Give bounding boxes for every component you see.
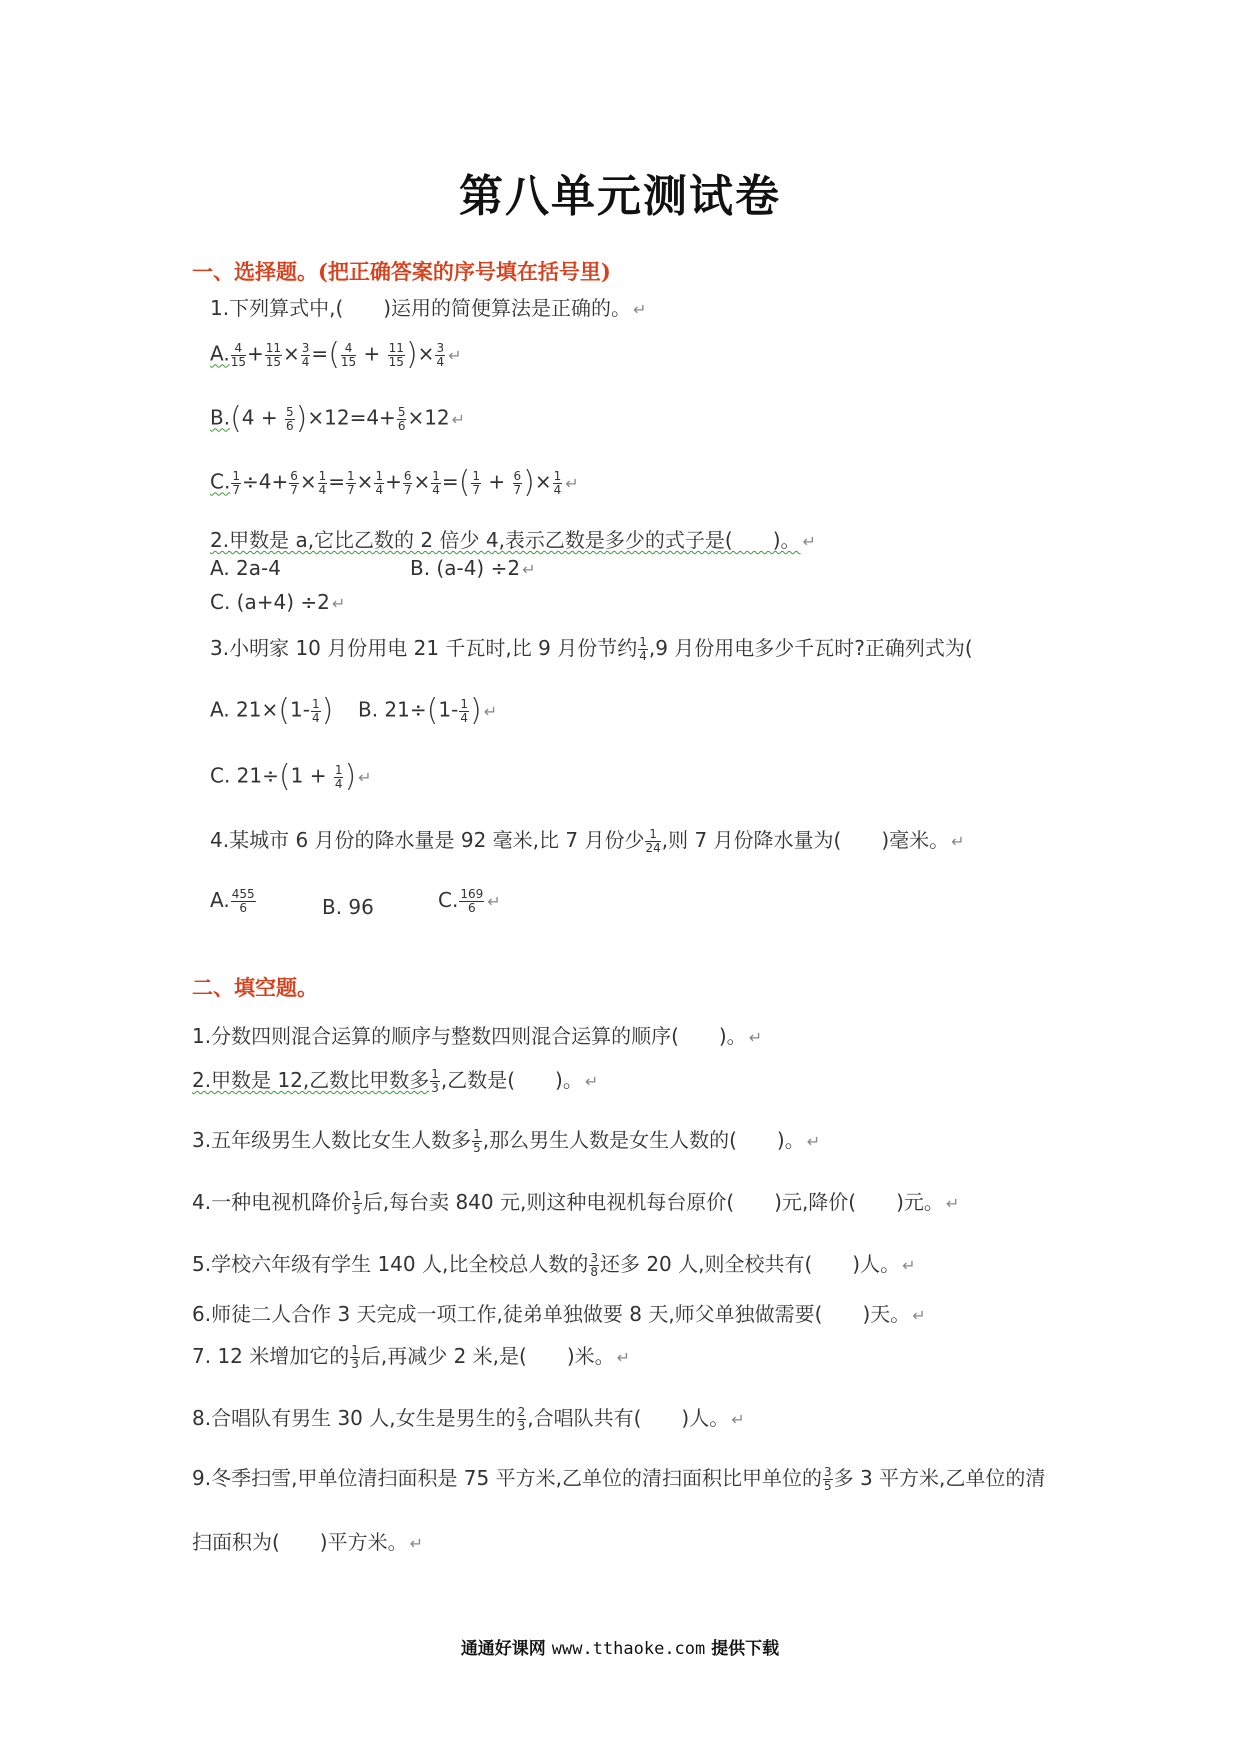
q4-option-c: C. $\frac{169}{6}$ ↵ bbox=[438, 887, 501, 915]
return-mark-icon: ↵ bbox=[483, 701, 498, 721]
fraction: $\frac{3}{4}$ bbox=[301, 340, 310, 369]
q3-option-c: C. 21÷(1 + $\frac{1}{4}$ ) ↵ bbox=[210, 759, 372, 794]
fraction: $\frac{3}{4}$ bbox=[436, 340, 445, 369]
fill-question-3: 3.五年级男生人数比女生人数多 $\frac{1}{5}$ ,那么男生人数是女生人数的( )。 ↵ bbox=[192, 1127, 821, 1155]
option-label: A. bbox=[210, 341, 230, 366]
return-mark-icon: ↵ bbox=[584, 1072, 599, 1091]
fraction: $\frac{6}{7}$ bbox=[513, 468, 522, 497]
return-mark-icon: ↵ bbox=[902, 1256, 916, 1275]
fraction: $\frac{5}{6}$ bbox=[286, 404, 294, 433]
q4-option-b: B. 96 bbox=[322, 895, 374, 919]
question-2 bbox=[210, 524, 816, 553]
fraction: $\frac{11}{15}$ bbox=[265, 340, 282, 369]
question-text: 2.甲数是 a,它比乙数的 2 倍少 4,表示乙数是多少的式子是( )。 bbox=[210, 528, 801, 552]
question-text: 1.下列算式中,( )运用的简便算法是正确的。 bbox=[210, 296, 632, 320]
fill-question-8: 8.合唱队有男生 30 人,女生是男生的 $\frac{2}{3}$ ,合唱队共有( )人。 ↵ bbox=[192, 1405, 745, 1433]
fraction: $\frac{4}{15}$ bbox=[340, 340, 357, 369]
fill-question-7: 7. 12 米增加它的 $\frac{1}{3}$ 后,再减少 2 米,是( )米。 ↵ bbox=[192, 1343, 631, 1371]
footer-site-name: 通通好课网 bbox=[460, 1639, 546, 1659]
option-label: C. bbox=[210, 469, 231, 494]
fraction: $\frac{1}{4}$ bbox=[311, 696, 320, 725]
fraction: $\frac{169}{6}$ bbox=[460, 887, 484, 915]
question-3: 3.小明家 10 月份用电 21 千瓦时,比 9 月份节约 $\frac{1}{4}$ ,9 月份用电多少千瓦时?正确列式为( bbox=[210, 635, 973, 663]
return-mark-icon: ↵ bbox=[951, 832, 965, 851]
q3-option-a: A. 21×(1- $\frac{1}{4}$ ) bbox=[210, 693, 334, 728]
fraction: $\frac{1}{24}$ bbox=[645, 827, 661, 855]
return-mark-icon: ↵ bbox=[451, 409, 466, 429]
fraction: $\frac{1}{4}$ bbox=[334, 762, 343, 791]
fraction: $\frac{4}{15}$ bbox=[230, 340, 246, 369]
fraction: $\frac{6}{7}$ bbox=[403, 468, 412, 497]
fill-question-9: 9.冬季扫雪,甲单位清扫面积是 75 平方米,乙单位的清扫面积比甲单位的 $\frac{3}{5}$ 多 3 平方米,乙单位的清 bbox=[192, 1465, 1046, 1493]
return-mark-icon: ↵ bbox=[806, 1132, 821, 1151]
fill-question-1: 1.分数四则混合运算的顺序与整数四则混合运算的顺序( )。 ↵ bbox=[192, 1024, 763, 1048]
return-mark-icon: ↵ bbox=[802, 532, 816, 551]
q2-option-c: C. (a+4) ÷2 ↵ bbox=[210, 590, 346, 614]
fraction: $\frac{1}{4}$ bbox=[460, 696, 468, 725]
return-mark-icon: ↵ bbox=[945, 1194, 960, 1213]
return-mark-icon: ↵ bbox=[616, 1348, 631, 1367]
q2-option-b: B. (a-4) ÷2 ↵ bbox=[410, 556, 536, 580]
q1-option-b: B.(4 + $\frac{5}{6}$ )×12=4+ $\frac{5}{6}$ ×12 ↵ bbox=[210, 401, 466, 436]
fraction: $\frac{11}{15}$ bbox=[388, 340, 404, 369]
fraction: $\frac{3}{5}$ bbox=[823, 1465, 832, 1493]
fill-question-6: 6.师徒二人合作 3 天完成一项工作,徒弟单独做要 8 天,师父单独做需要( )天。 ↵ bbox=[192, 1302, 926, 1326]
fill-question-2: 2.甲数是 12,乙数比甲数多 $\frac{1}{3}$ ,乙数是( )。 ↵ bbox=[192, 1067, 599, 1095]
return-mark-icon: ↵ bbox=[409, 1534, 424, 1553]
fraction: $\frac{1}{7}$ bbox=[232, 468, 240, 497]
fraction: $\frac{3}{8}$ bbox=[590, 1251, 598, 1279]
fraction: $\frac{1}{4}$ bbox=[639, 635, 647, 663]
fraction: $\frac{455}{6}$ bbox=[231, 887, 255, 915]
q1-option-c: C. $\frac{1}{7}$ ÷4+ $\frac{6}{7}$ × $\frac{1}{4}$ = $\frac{1}{7}$ × $\frac{1}{4}$ + $\frac{6}{7}$ × $\frac{1}{4}$ =( $\frac{1}{7}$ + $\frac{6}{7}$ )× $\frac{1}{4}$ ↵ bbox=[210, 465, 579, 500]
return-mark-icon: ↵ bbox=[565, 473, 579, 493]
footer bbox=[0, 1634, 1240, 1659]
return-mark-icon: ↵ bbox=[448, 345, 462, 365]
fraction: $\frac{1}{5}$ bbox=[473, 1127, 481, 1155]
fraction: $\frac{1}{4}$ bbox=[375, 468, 384, 497]
fraction: $\frac{6}{7}$ bbox=[290, 468, 298, 497]
fill-question-9-continued: 扫面积为( )平方米。 ↵ bbox=[192, 1530, 424, 1554]
return-mark-icon: ↵ bbox=[331, 594, 346, 613]
footer-suffix: 提供下载 bbox=[711, 1639, 780, 1659]
q1-option-a: A. $\frac{4}{15}$ + $\frac{11}{15}$ × $\frac{3}{4}$ =( $\frac{4}{15}$ + $\frac{11}{15}$ )× $\frac{3}{4}$ ↵ bbox=[210, 337, 462, 372]
fraction: $\frac{1}{4}$ bbox=[553, 468, 562, 497]
question-4: 4.某城市 6 月份的降水量是 92 毫米,比 7 月份少 $\frac{1}{24}$ ,则 7 月份降水量为( )毫米。 ↵ bbox=[210, 827, 965, 855]
section-heading-choice: 一、选择题。(把正确答案的序号填在括号里) bbox=[192, 259, 611, 284]
return-mark-icon: ↵ bbox=[633, 300, 647, 319]
fraction: $\frac{1}{4}$ bbox=[432, 468, 440, 497]
return-mark-icon: ↵ bbox=[731, 1410, 745, 1429]
return-mark-icon: ↵ bbox=[487, 892, 501, 911]
return-mark-icon: ↵ bbox=[912, 1306, 926, 1325]
question-1 bbox=[210, 292, 646, 321]
option-label: B. bbox=[210, 405, 231, 430]
page-title: 第八单元测试卷 bbox=[459, 171, 781, 222]
footer-url[interactable]: www.tthaoke.com bbox=[551, 1639, 706, 1659]
fraction: $\frac{5}{6}$ bbox=[397, 404, 406, 433]
fraction: $\frac{2}{3}$ bbox=[517, 1405, 526, 1433]
q3-option-b: B. 21÷(1- $\frac{1}{4}$ ) ↵ bbox=[358, 693, 498, 728]
fraction: $\frac{1}{7}$ bbox=[347, 468, 355, 497]
q2-option-a: A. 2a-4 bbox=[210, 556, 281, 580]
fill-question-5: 5.学校六年级有学生 140 人,比全校总人数的 $\frac{3}{8}$ 还多 20 人,则全校共有( )人。 ↵ bbox=[192, 1251, 916, 1279]
fraction: $\frac{1}{7}$ bbox=[472, 468, 481, 497]
section-heading-fill: 二、填空题。 bbox=[192, 975, 318, 1000]
return-mark-icon: ↵ bbox=[358, 767, 372, 787]
fraction: $\frac{1}{3}$ bbox=[431, 1067, 439, 1095]
fraction: $\frac{1}{5}$ bbox=[353, 1189, 361, 1217]
fraction: $\frac{1}{4}$ bbox=[318, 468, 327, 497]
return-mark-icon: ↵ bbox=[748, 1028, 763, 1047]
return-mark-icon: ↵ bbox=[522, 560, 536, 579]
fraction: $\frac{1}{3}$ bbox=[351, 1343, 359, 1371]
q4-option-a: A. $\frac{455}{6}$ bbox=[210, 887, 255, 915]
fill-question-4: 4.一种电视机降价 $\frac{1}{5}$ 后,每台卖 840 元,则这种电视机每台原价( )元,降价( )元。 ↵ bbox=[192, 1189, 960, 1217]
